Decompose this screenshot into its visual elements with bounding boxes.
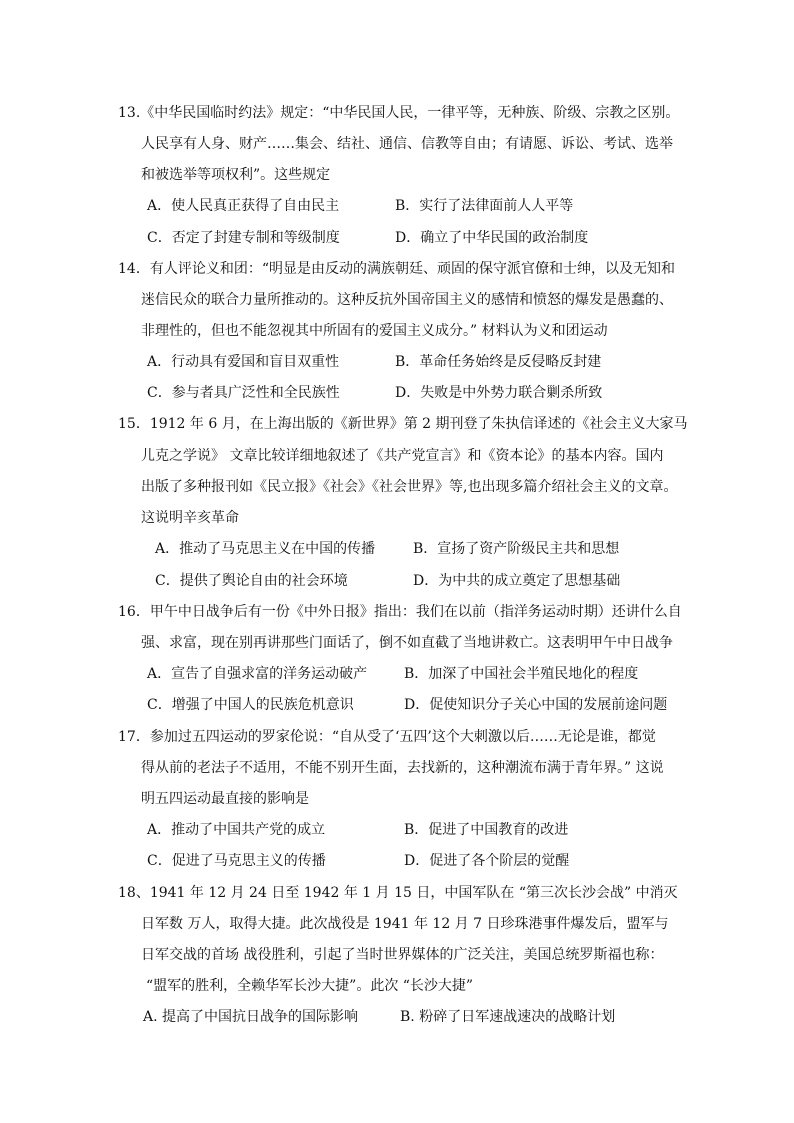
- q17-option-b: B．促进了中国教育的改进: [404, 822, 569, 838]
- q14-line-2: 迷信民众的联合力量所推动的。这种反抗外国帝国主义的感情和愤怒的爆发是愚蠢的、: [141, 292, 673, 308]
- q15-option-c: C．提供了舆论自由的社会环境: [155, 573, 348, 589]
- q16-line-1: 16．甲午中日战争后有一份《中外日报》指出：我们在以前（指洋务运动时期）还讲什么自: [118, 604, 682, 620]
- q18-line-3: 日军交战的首场 战役胜利，引起了当时世界媒体的广泛关注，美国总统罗斯福也称：: [141, 947, 664, 963]
- q17-option-c: C．促进了马克思主义的传播: [147, 853, 326, 869]
- q17-line-3: 明五四运动最直接的影响是: [141, 791, 309, 807]
- q14-line-1: 14．有人评论义和团：“明显是由反动的满族朝廷、顽固的保守派官僚和士绅，以及无知和: [118, 261, 675, 277]
- q13-line-1: 13.《中华民国临时约法》规定：“中华民国人民，一律平等，无种族、阶级、宗教之区别。: [118, 105, 680, 121]
- q15-line-1: 15．1912 年 6 月，在上海出版的《新世界》第 2 期刊登了朱执信译述的《社会主义大家马: [118, 416, 688, 432]
- q15-option-b: B．宣扬了资产阶级民主共和思想: [413, 541, 620, 557]
- q13-line-3: 和被选举等项权利”。这些规定: [141, 167, 331, 183]
- q14-option-b: B．革命任务始终是反侵略反封建: [395, 354, 602, 370]
- q14-option-a: A．行动具有爱国和盲目双重性: [147, 354, 340, 370]
- q16-option-d: D．促使知识分子关心中国的发展前途问题: [404, 697, 668, 713]
- q13-option-d: D．确立了中华民国的政治制度: [395, 230, 589, 246]
- q13-line-2: 人民享有人身、财产……集会、结社、通信、信教等自由；有请愿、诉讼、考试、选举: [141, 136, 673, 152]
- q15-line-4: 这说明辛亥革命: [141, 510, 239, 526]
- q14-line-3: 非理性的，但也不能忽视其中所固有的爱国主义成分。” 材料认为义和团运动: [141, 323, 608, 339]
- q18-line-4: “盟军的胜利，全赖华军长沙大捷”。此次 “长沙大捷”: [146, 978, 474, 994]
- q16-option-c: C．增强了中国人的民族危机意识: [147, 697, 354, 713]
- q18-line-1: 18、1941 年 12 月 24 日至 1942 年 1 月 15 日，中国军队在 “第三次长沙会战” 中消灭: [118, 885, 678, 901]
- q13-option-c: C．否定了封建专制和等级制度: [147, 230, 340, 246]
- q13-option-a: A．使人民真正获得了自由民主: [147, 198, 340, 214]
- q16-option-b: B．加深了中国社会半殖民地化的程度: [404, 666, 639, 682]
- q18-option-a: A. 提高了中国抗日战争的国际影响: [143, 1009, 359, 1025]
- q13-option-b: B．实行了法律面前人人平等: [395, 198, 574, 214]
- q17-line-1: 17．参加过五四运动的罗家伦说：“自从受了‘五四’这个大刺激以后……无论是谁，都觉: [118, 729, 656, 745]
- q15-option-d: D．为中共的成立奠定了思想基础: [413, 573, 621, 589]
- q17-line-2: 得从前的老法子不适用，不能不别开生面，去找新的，这种潮流布满于青年界。” 这说: [141, 760, 664, 776]
- q14-option-d: D．失败是中外势力联合剿杀所致: [395, 385, 603, 401]
- q18-option-b: B. 粉碎了日军速战速决的战略计划: [400, 1009, 616, 1025]
- q17-option-d: D．促进了各个阶层的觉醒: [404, 853, 570, 869]
- q14-option-c: C．参与者具广泛性和全民族性: [147, 385, 340, 401]
- q16-line-2: 强、求富，现在别再讲那些门面话了，倒不如直截了当地讲救亡。这表明甲午中日战争: [141, 635, 673, 651]
- q15-line-2: 儿克之学说》 文章比较详细地叙述了《共产党宣言》和《资本论》的基本内容。国内: [141, 448, 664, 464]
- q15-line-3: 出版了多种报刊如《民立报》《社会》《社会世界》等,也出现多篇介绍社会主义的文章。: [141, 479, 678, 495]
- q16-option-a: A．宣告了自强求富的洋务运动破产: [147, 666, 368, 682]
- q17-option-a: A．推动了中国共产党的成立: [147, 822, 326, 838]
- q18-line-2: 日军数 万人，取得大捷。此次战役是 1941 年 12 月 7 日珍珠港事件爆发后，盟军与: [141, 916, 669, 932]
- q15-option-a: A．推动了马克思主义在中国的传播: [155, 541, 376, 557]
